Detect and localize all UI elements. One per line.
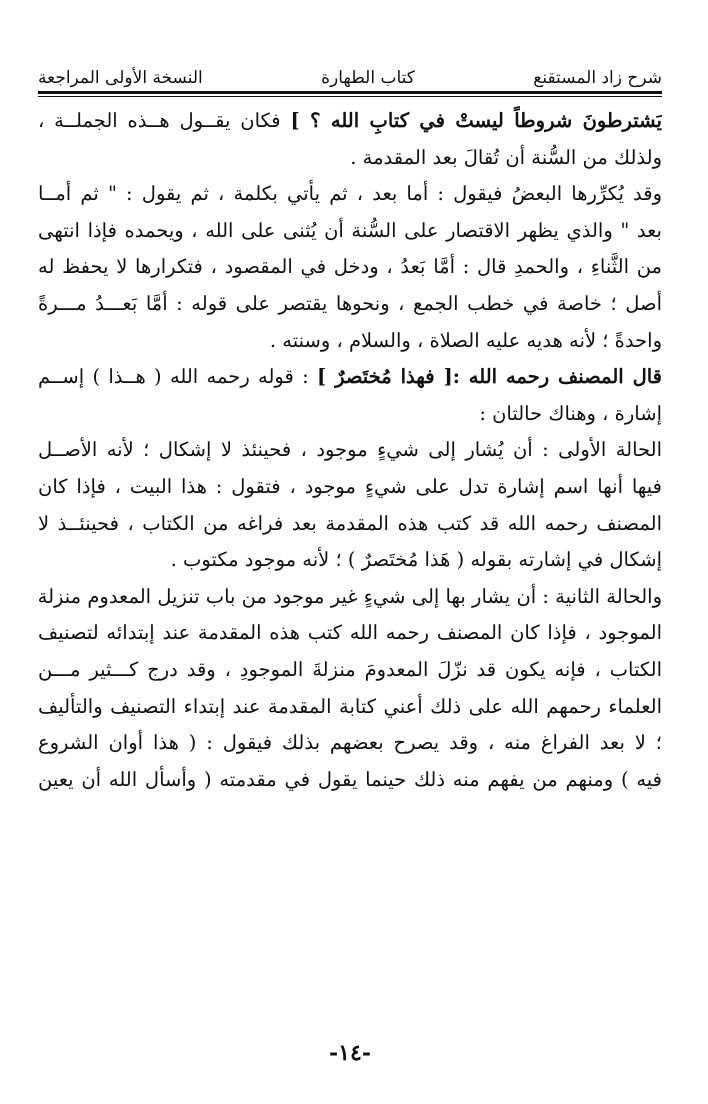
- text-line: [38, 579, 662, 616]
- header-rule-thin: [38, 96, 662, 97]
- text-line: [38, 359, 662, 396]
- text-line: [38, 323, 662, 360]
- header-edition: النسخة الأولى المراجعة: [38, 68, 203, 88]
- line-text: الحالة الأولى : أن يُشار إلى شيءٍ موجود ، فحينئذ لا إشكال ؛ لأنه الأصــل: [38, 438, 662, 462]
- line-text: إشارة ، وهناك حالتان :: [479, 401, 662, 425]
- line-text: أصل ؛ خاصة في خطب الجمع ، ونحوها يقتصر على قوله : أمَّا بَعـــدُ مـــرةً: [38, 291, 662, 315]
- page-number: -١٤-: [329, 1040, 371, 1066]
- text-line: [38, 615, 662, 652]
- header-chapter: كتاب الطهارة: [321, 68, 415, 88]
- line-text: الكتاب ، فإنه يكون قد نزّلَ المعدومَ منزلةَ الموجودِ ، وقد درج كـــثير مـــن: [38, 657, 662, 681]
- text-line: [38, 432, 662, 469]
- line-text: ؛ لا بعد الفراغ منه ، وقد يصرح بعضهم بذلك فيقول : ( هذا أوان الشروع: [38, 731, 662, 755]
- line-text: والحالة الثانية : أن يشار بها إلى شيءٍ غير موجود من باب تنزيل المعدوم منزلة: [38, 584, 662, 608]
- header-book-title: شرح زاد المستقنع: [533, 68, 662, 88]
- text-line: [38, 249, 662, 286]
- line-text: إشكال في إشارته بقوله ( هَذا مُختَصرٌ ) ؛ لأنه موجود مكتوب .: [170, 548, 662, 572]
- line-text: واحدةً ؛ لأنه هديه عليه الصلاة ، والسلام ، وسنته .: [269, 328, 662, 352]
- line-text: وقد يُكرِّرها البعضُ فيقول : أما بعد ، ثم يأتي بكلمة ، ثم يقول : " ثم أمــا: [38, 182, 662, 206]
- line-text: العلماء رحمهم الله على ذلك أعني كتابة المقدمة عند إبتداء التصنيف والتأليف: [38, 694, 662, 718]
- header-rule-thick: [38, 91, 662, 94]
- line-text: المصنف رحمه الله قد كتب هذه المقدمة بعد فراغه من الكتاب ، فحينئــذ لا: [38, 511, 662, 535]
- text-line: [38, 286, 662, 323]
- text-line: [38, 103, 662, 140]
- line-text: فكان يقــول هــذه الجملــة ،: [38, 109, 291, 132]
- text-line: [38, 762, 662, 799]
- line-text: من الثَّناءِ ، والحمدِ قال : أمَّا بَعدُ ، ودخل في المقصود ، فتكرارها لا يحفظ له: [38, 255, 662, 279]
- line-text: : قوله رحمه الله ( هــذا ) إســم: [38, 365, 318, 389]
- line-text: بعد " والذي يظهر الاقتصار على السُّنة أن يُثنى على الله ، ويحمده فإذا انتهى: [38, 218, 662, 242]
- bold-quote: يَشترطونَ شروطاً ليستْ في كتابِ الله ؟ ]: [290, 109, 662, 132]
- line-text: فيها أنها اسم إشارة تدل على شيءٍ موجود ، فتقول : هذا البيت ، فإذا كان: [38, 474, 662, 498]
- text-line: [38, 213, 662, 250]
- text-line: [38, 652, 662, 689]
- text-line: [38, 725, 662, 762]
- text-line: [38, 140, 662, 177]
- line-text: فيه ) ومنهم من يفهم منه ذلك حينما يقول في مقدمته ( وأسأل الله أن يعين: [38, 767, 662, 791]
- line-text: ولذلك من السُّنة أن تُقالَ بعد المقدمة .: [350, 145, 662, 169]
- text-line: [38, 689, 662, 726]
- line-text: الموجود ، فإذا كان المصنف رحمه الله كتب هذه المقدمة عند إبتدائه لتصنيف: [38, 621, 662, 645]
- text-line: [38, 396, 662, 433]
- bold-quote: قال المصنف رحمه الله :[ فهذا مُختَصرٌ ]: [317, 365, 662, 389]
- text-line: [38, 176, 662, 213]
- book-page: [38, 0, 662, 1104]
- text-line: [38, 542, 662, 579]
- page-body: [38, 103, 662, 798]
- running-header: [38, 52, 662, 88]
- text-line: [38, 469, 662, 506]
- text-line: [38, 506, 662, 543]
